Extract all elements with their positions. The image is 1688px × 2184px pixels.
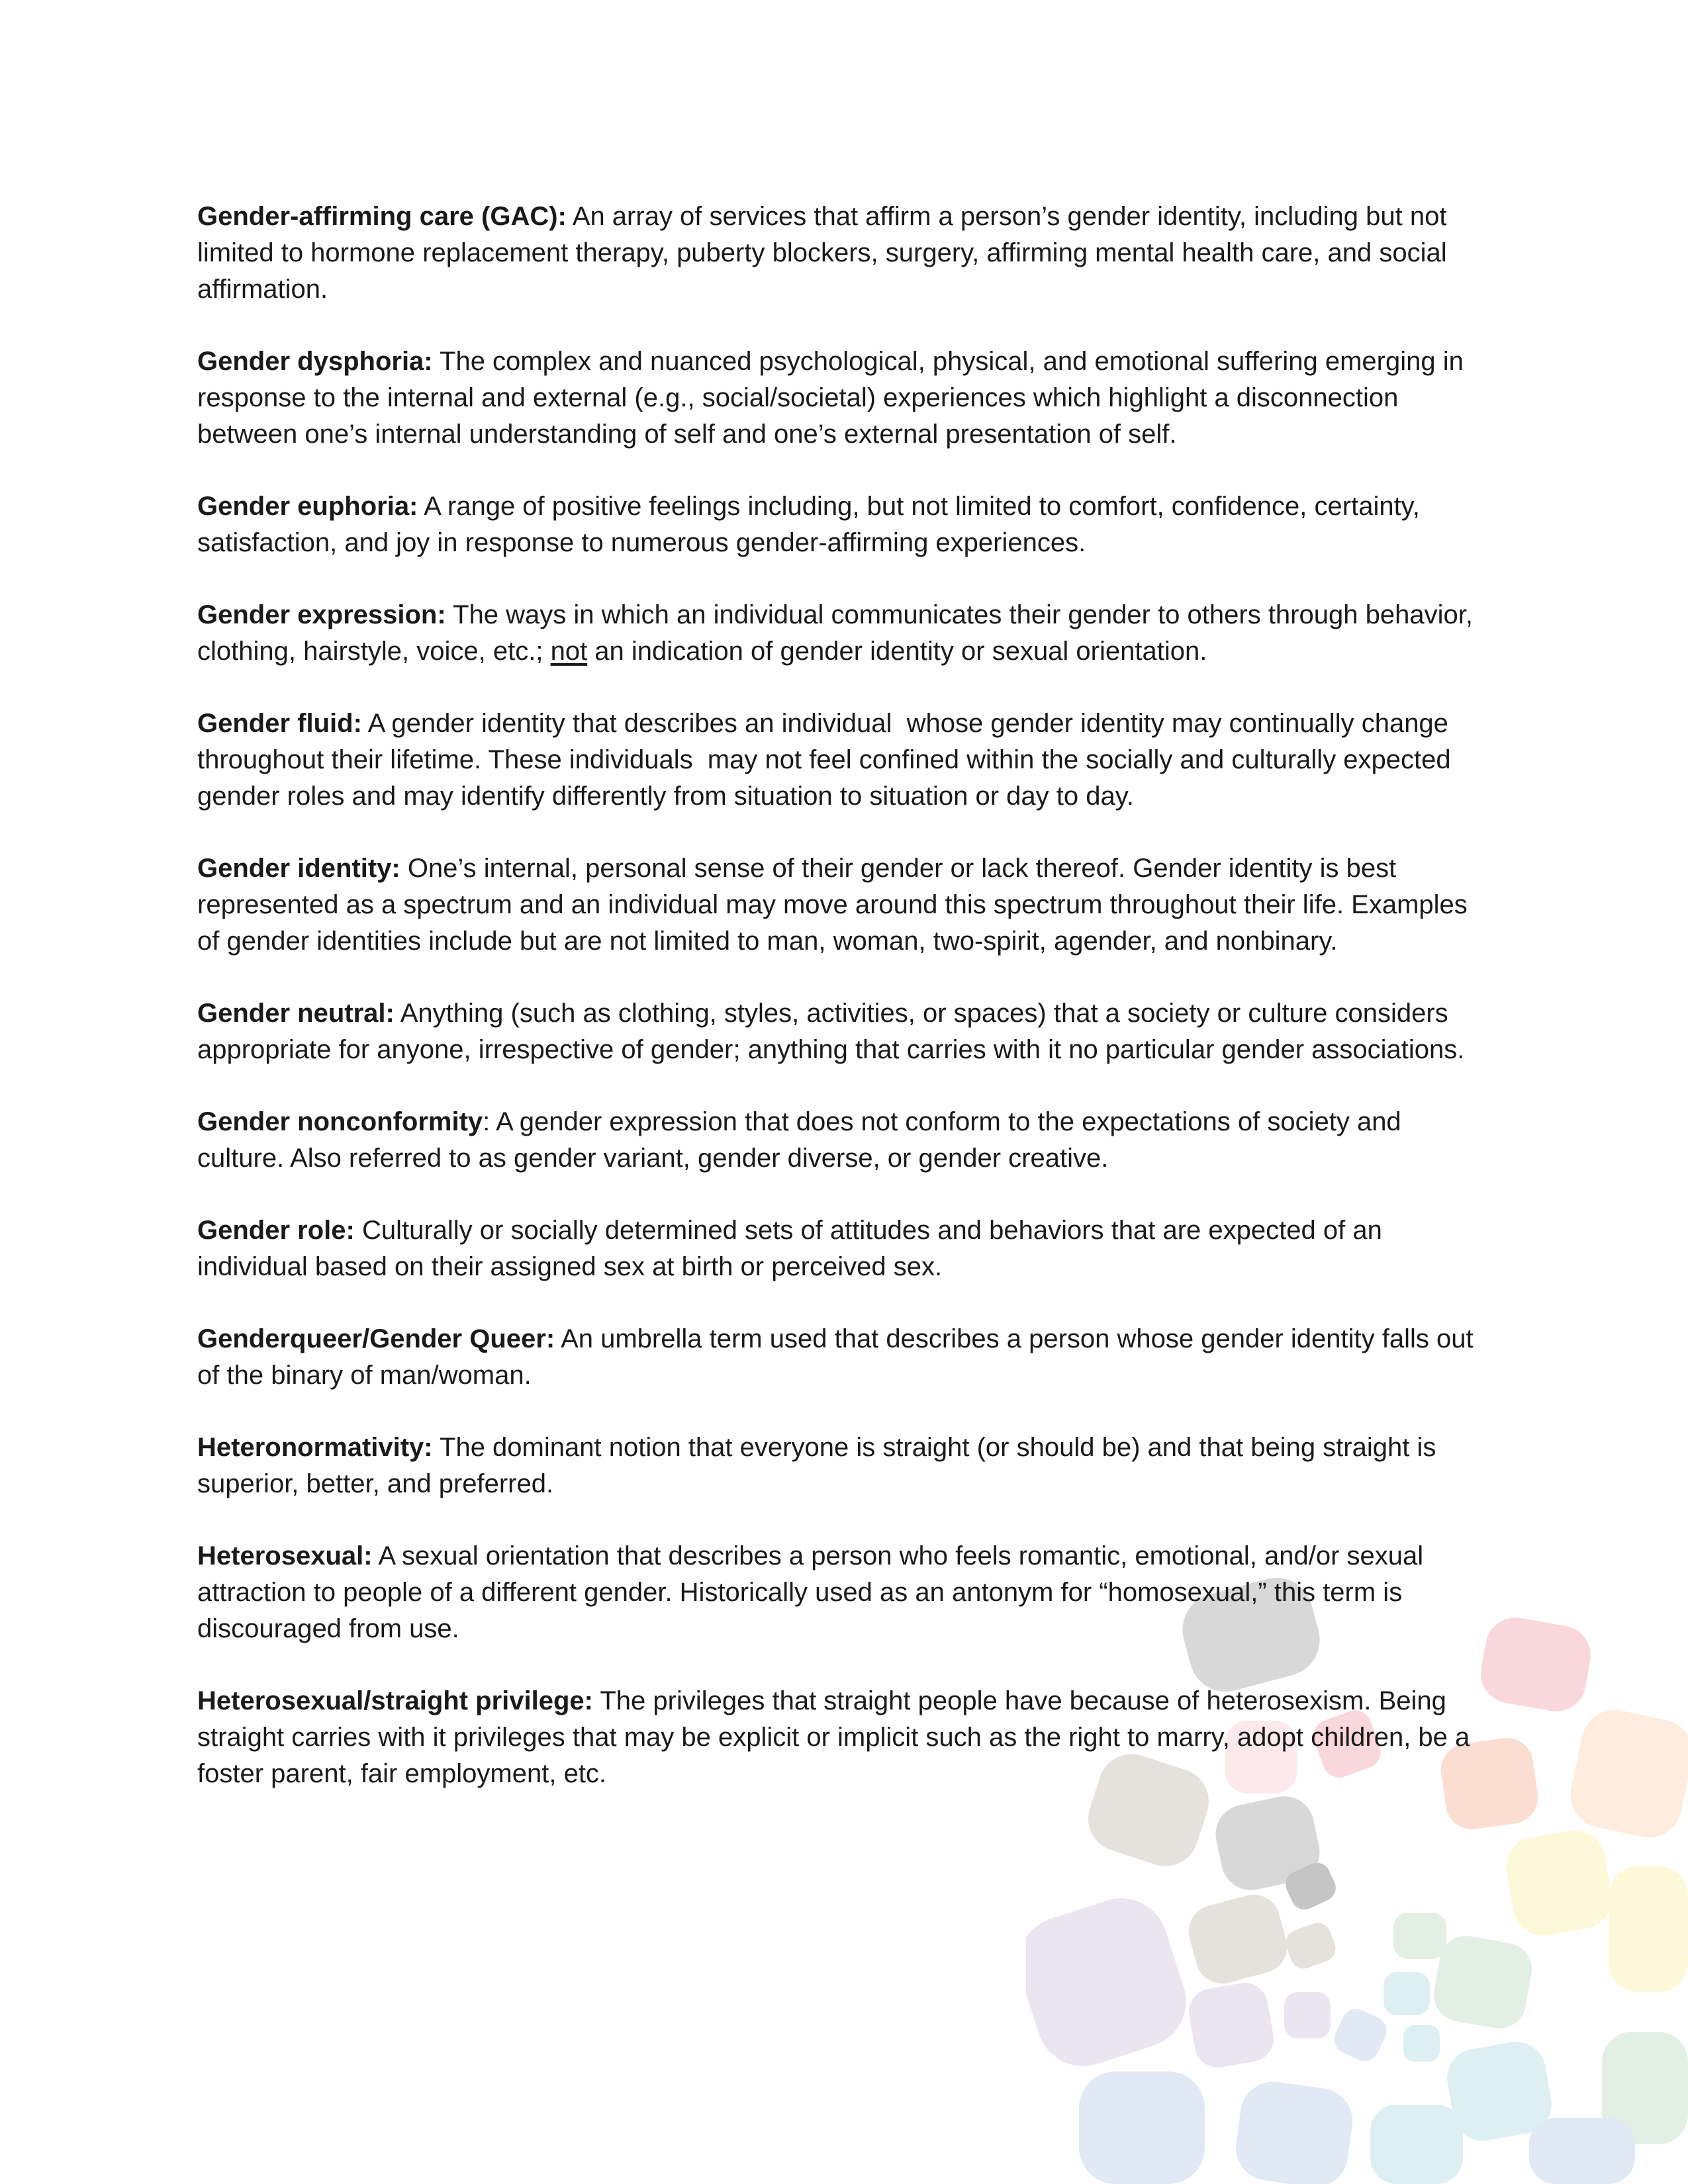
glossary-definition: Anything (such as clothing, styles, activities, or spaces) that a society or culture considers appropriate for anyone, irrespective of gender; anything that carries with it no particular gender associations. bbox=[197, 999, 1465, 1064]
glossary-entry-gender-euphoria bbox=[197, 488, 1475, 561]
glossary-entry-gender-role bbox=[197, 1212, 1475, 1285]
blob-teal-bottom bbox=[1370, 2105, 1463, 2184]
glossary-definition: A gender identity that describes an individual whose gender identity may continually change throughout their lifetime. These individuals may not feel confined within the socially and culturally expected gender roles and may identify differently from situation to situation or day to day. bbox=[197, 709, 1458, 811]
glossary-definition: The dominant notion that everyone is straight (or should be) and that being straight is superior, better, and preferred. bbox=[197, 1433, 1436, 1498]
blob-lavender-small bbox=[1284, 1992, 1331, 2038]
blob-teal-tiny bbox=[1403, 2025, 1440, 2062]
glossary-definition: One’s internal, personal sense of their gender or lack thereof. Gender identity is best represented as a spectrum and an individual may move around this spectrum throughout their life. Examples of gender identities include but are not limited to man, woman, two-spirit, agender, and nonbinary. bbox=[197, 854, 1468, 956]
glossary-definition: A range of positive feelings including, but not limited to comfort, confidence, certainty, satisfaction, and joy in response to numerous gender-affirming experiences. bbox=[197, 492, 1420, 557]
underlined-emphasis: not bbox=[550, 637, 588, 666]
glossary-page bbox=[197, 199, 1475, 1828]
glossary-entry-gender-expression bbox=[197, 597, 1475, 670]
blob-lavender-large bbox=[1026, 1886, 1198, 2078]
blob-yellow-right bbox=[1609, 1866, 1688, 1992]
glossary-definition: The privileges that straight people have because of heterosexism. Being straight carries with it privileges that may be explicit or implicit such as the right to marry, adopt children, be a foster parent, fair employment, etc. bbox=[197, 1686, 1470, 1788]
glossary-term: Gender identity: bbox=[197, 854, 400, 883]
glossary-entry-heterosexual-privilege bbox=[197, 1683, 1475, 1792]
glossary-term: Gender fluid: bbox=[197, 709, 362, 738]
glossary-term: Gender nonconformity bbox=[197, 1107, 483, 1136]
glossary-definition: A sexual orientation that describes a person who feels romantic, emotional, and/or sexual attraction to people of a different gender. Historically used as an antonym for “homosexual,” this term is discouraged from use. bbox=[197, 1541, 1424, 1643]
glossary-definition: The ways in which an individual communicates their gender to others through behavior, clothing, hairstyle, voice, etc.; bbox=[197, 600, 1473, 666]
glossary-entry-heteronormativity bbox=[197, 1430, 1475, 1502]
glossary-entry-gender-nonconformity bbox=[197, 1104, 1475, 1177]
glossary-definition: : A gender expression that does not conform to the expectations of society and culture. Also referred to as gender variant, gender diverse, or gender creative. bbox=[197, 1107, 1401, 1173]
glossary-entry-genderqueer bbox=[197, 1321, 1475, 1394]
glossary-term: Gender dysphoria: bbox=[197, 347, 433, 376]
glossary-definition: An umbrella term used that describes a person whose gender identity falls out of the binary of man/woman. bbox=[197, 1324, 1474, 1390]
blob-blue-small bbox=[1329, 2004, 1391, 2066]
blob-teal-small bbox=[1383, 1972, 1430, 2015]
blob-taupe bbox=[1183, 1889, 1293, 1989]
glossary-definition: Culturally or socially determined sets of attitudes and behaviors that are expected of an individual based on their assigned sex at birth or perceived sex. bbox=[197, 1216, 1382, 1281]
blob-peach-right bbox=[1564, 1704, 1688, 1843]
blob-taupe-small bbox=[1282, 1919, 1339, 1972]
glossary-entry-gender-dysphoria bbox=[197, 343, 1475, 453]
blob-pink-top bbox=[1476, 1613, 1595, 1716]
glossary-entry-gender-affirming-care bbox=[197, 199, 1475, 308]
blob-lavender-mid bbox=[1185, 1979, 1277, 2071]
blob-green-small bbox=[1393, 1913, 1446, 1959]
glossary-definition-continued: an indication of gender identity or sexual orientation. bbox=[587, 637, 1207, 666]
glossary-definition: An array of services that affirm a person’s gender identity, including but not limited to hormone replacement therapy, puberty blockers, surgery, affirming mental health care, and social affirmation. bbox=[197, 202, 1447, 304]
glossary-term: Heteronormativity: bbox=[197, 1433, 433, 1462]
glossary-term: Genderqueer/Gender Queer: bbox=[197, 1324, 555, 1353]
glossary-entry-gender-neutral bbox=[197, 995, 1475, 1068]
blob-blue-mid bbox=[1231, 2077, 1356, 2184]
blob-blue-large bbox=[1079, 2071, 1205, 2184]
glossary-entry-heterosexual bbox=[197, 1538, 1475, 1647]
glossary-term: Heterosexual: bbox=[197, 1541, 373, 1570]
glossary-term: Gender euphoria: bbox=[197, 492, 418, 521]
blob-blue-right bbox=[1529, 2118, 1635, 2184]
blob-yellow bbox=[1501, 1825, 1617, 1940]
glossary-term: Gender role: bbox=[197, 1216, 355, 1245]
glossary-term: Heterosexual/straight privilege: bbox=[197, 1686, 593, 1715]
glossary-term: Gender expression: bbox=[197, 600, 446, 629]
glossary-entry-gender-fluid bbox=[197, 705, 1475, 815]
glossary-entry-gender-identity bbox=[197, 850, 1475, 960]
glossary-definition: The complex and nuanced psychological, physical, and emotional suffering emerging in response to the internal and external (e.g., social/societal) experiences which highlight a disconnection between one’s internal understanding of self and one’s external presentation of self. bbox=[197, 347, 1464, 449]
glossary-term: Gender-affirming care (GAC): bbox=[197, 202, 567, 231]
blob-green bbox=[1430, 1932, 1536, 2032]
glossary-term: Gender neutral: bbox=[197, 999, 395, 1028]
